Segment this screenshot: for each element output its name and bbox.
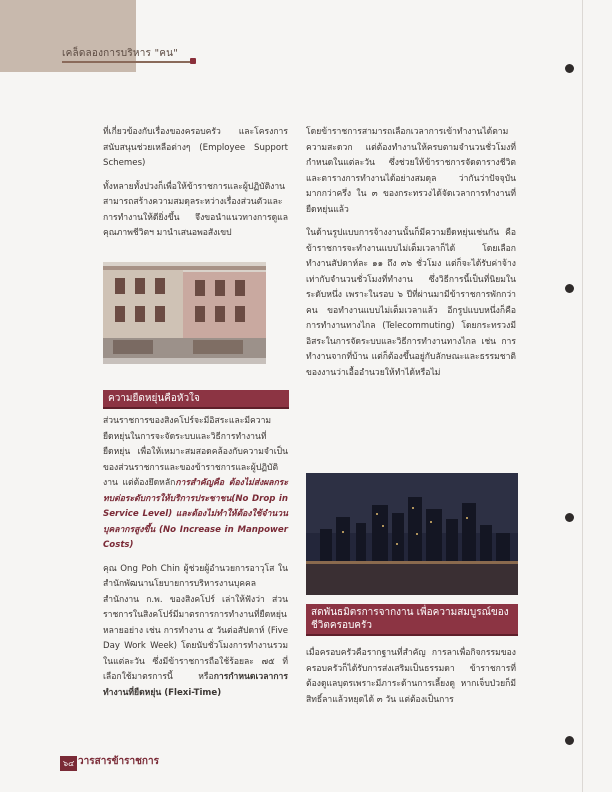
running-header: เคล็ดลองการบริหาร "คน" bbox=[62, 48, 178, 59]
binder-hole bbox=[565, 513, 574, 522]
section-heading-flexibility: ความยืดหยุ่นคือหัวใจ bbox=[103, 390, 289, 409]
right-column-top bbox=[306, 125, 516, 389]
left-column-bottom bbox=[103, 414, 288, 709]
emphasized-text: การสำคัญคือ ต้องไม่ส่งผลกระทบต่อระดับการให้บริการประชาชน(No Drop in Service Level) และต้องไม่ทำให้ต้องใช้จำนวนบุคลากรสูงขึ้น (No Increase in Manpower Costs) bbox=[103, 478, 289, 550]
page-number: ๖๔ bbox=[60, 756, 77, 771]
left-column-top bbox=[103, 125, 288, 250]
binder-hole bbox=[565, 284, 574, 293]
page-edge-line bbox=[582, 0, 583, 792]
text-run: คุณ Ong Poh Chin ผู้ช่วยผู้อำนวยการอาวุโส ในสำนักพัฒนานโยบายการบริหารงานบุคคล สำนักงาน ก.พ. ของสิงคโปร์ เล่าให้ฟังว่า ส่วนราชการในสิงคโปร์มีมาตรการการทำงานที่ยืดหยุ่นหลายอย่าง เช่น การทำงาน ๕ วันต่อสัปดาห์ (Five Day Work Week) โดยนับชั่วโมงการทำงานรวมในแต่ละวัน ซึ่งมีข้าราชการถือใช้ร้อยละ ๗๕ ที่เลือกใช้มาตรการนี้ หรือ bbox=[103, 563, 288, 682]
right-column-bottom bbox=[306, 646, 516, 716]
paragraph: ทั้งหลายทั้งปวงก็เพื่อให้ข้าราชการและผู้ปฏิบัติงานสามารถสร้างความสมดุลระหว่างเรื่องส่วนตัวและการทำงานให้ดียิ่งขึ้น จึงขอนำแนวทางการดูแลคุณภาพชีวิตฯ มานำเสนอพอสังเขป bbox=[103, 181, 288, 238]
paragraph: เมื่อครอบครัวคือรากฐานที่สำคัญ การลาเพื่อกิจกรรมของครอบครัวก็ได้รับการส่งเสริมเป็นธรรมดา ข้าราชการที่ต้องดูแลบุตรเพราะมีภาระด้านการเลี้ยงดู หากเจ็บป่วยก็มีสิทธิ์ลาแล้วหยุดได้ ๓ วัน แต่ต้องเป็นการ bbox=[306, 648, 516, 705]
bold-text: การกำหนดเวลาการทำงานที่ยืดหยุ่น (Flexi-Time) bbox=[103, 672, 288, 698]
header-accent-square bbox=[190, 58, 196, 64]
paragraph: ในด้านรูปแบบการจ้างงานนั้นก็มีความยืดหยุ่นเช่นกัน คือข้าราชการจะทำงานแบบไม่เต็มเวลาก็ได้ โดยเลือกทำงานสัปดาห์ละ ๑๑ ถึง ๓๖ ชั่วโมง แต่ก็จะได้รับค่าจ้างเท่ากับจำนวนชั่วโมงที่ทำงาน ซึ่งวิธีการนี้เป็นที่นิยมในระดับหนึ่ง เพราะในรอบ ๖ ปีที่ผ่านมามีข้าราชการพักกว่าคน ขอทำงานแบบไม่เต็มเวลาแล้ว อีกรูปแบบหนึ่งก็คือการทำงานทางไกล (Telecommuting) โดยกระทรวงมีอิสระในการจัดระบบและวิธีการทำงานทางไกล เช่น การทำงานจากที่บ้าน แต่ก็ต้องขึ้นอยู่กับลักษณะและธรรมชาติของงานว่าเอื้ออำนวยให้ทำได้หรือไม่ bbox=[306, 228, 516, 378]
paragraph: โดยข้าราชการสามารถเลือกเวลาการเข้าทำงานได้ตามความสะดวก แต่ต้องทำงานให้ครบตามจำนวนชั่วโมงที่กำหนดในแต่ละวัน ซึ่งช่วยให้ข้าราชการจัดตารางชีวิตและตารางการทำงานได้อย่างสมดุล ว่ากันว่าปัจจุบันมากกว่าครึ่ง ใน ๓ ของกระทรวงได้จัดเวลาการทำงานที่ยืดหยุ่นแล้ว bbox=[306, 127, 516, 215]
journal-title: วารสารข้าราชการ bbox=[78, 756, 159, 767]
text-run: ส่วนราชการของสิงคโปร์จะมีอิสระและมีความยืดหยุ่นในการจะจัดระบบและวิธีการทำงานที่ยืดหยุ่น เพื่อให้เหมาะสมสอดคล้องกับความจำเป็นของส่วนราชการและของข้าราชการและผู้ปฏิบัติงาน แต่ต้องยึดหลัก bbox=[103, 416, 288, 488]
shophouse-photo bbox=[103, 262, 266, 364]
binder-hole bbox=[565, 64, 574, 73]
header-rule bbox=[62, 61, 190, 63]
city-skyline-photo bbox=[306, 473, 518, 595]
paragraph bbox=[103, 562, 288, 702]
section-heading-family-leave: สดพันธมิตรการจากงาน เพื่อความสมบูรณ์ของชีวิตครอบครัว bbox=[306, 604, 518, 636]
paragraph bbox=[103, 414, 288, 554]
paragraph: ที่เกี่ยวข้องกับเรื่องของครอบครัว และโครงการสนับสนุนช่วยเหลือต่างๆ (Employee Support Schemes) bbox=[103, 127, 288, 168]
binder-hole bbox=[565, 736, 574, 745]
